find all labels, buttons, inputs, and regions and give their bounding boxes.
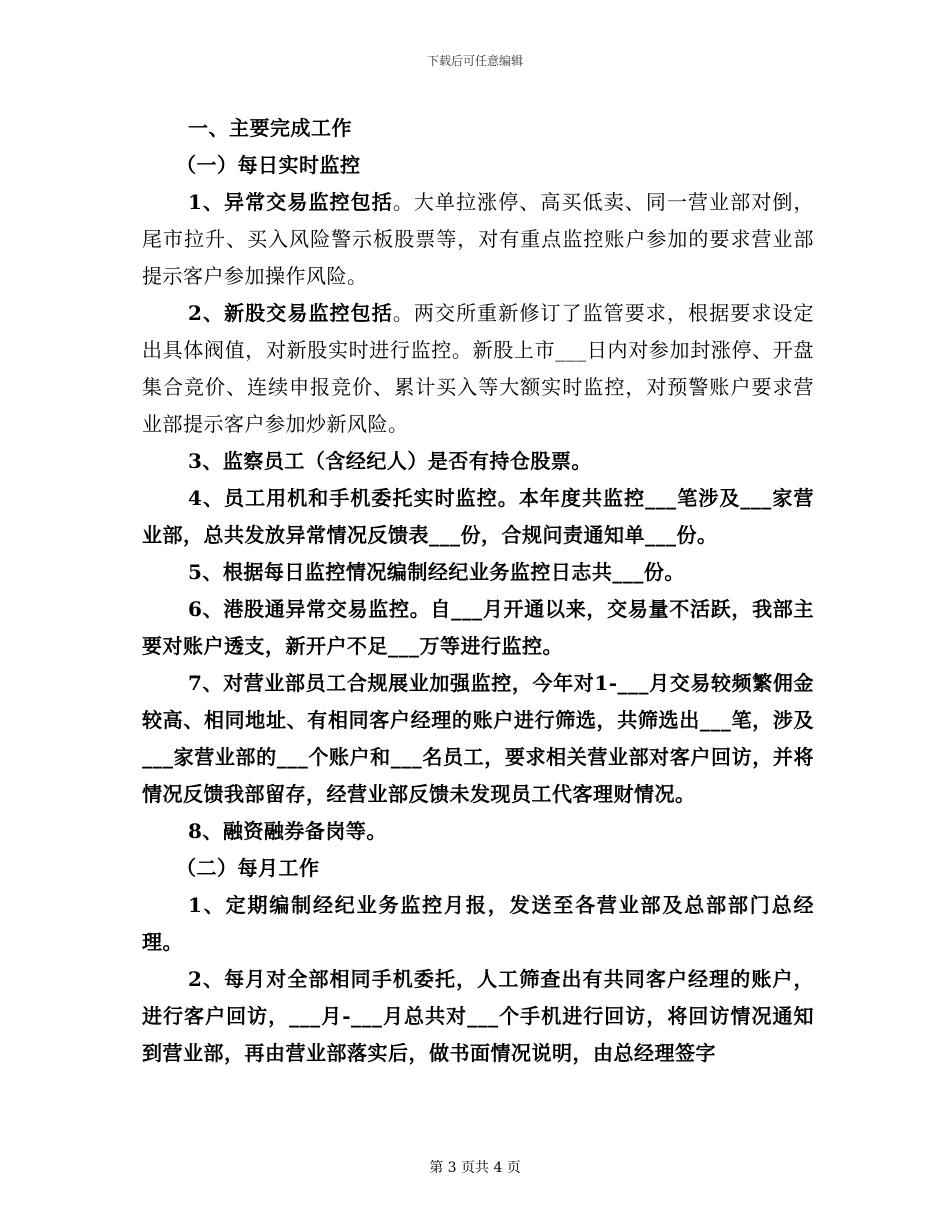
document-body [142,110,814,1072]
paragraph-new-stock [142,295,814,443]
paragraph-staff-compliance: 7、对营业部员工合规展业加强监控，今年对1-___月交易较频繁佣金较高、相同地址、有相同客户经理的账户进行筛选，共筛选出___笔，涉及___家营业部的___个账户和___名员工，要求相关营业部对客户回访，并将情况反馈我部留存，经营业部反馈未发现员工代客理财情况。 [142,671,814,806]
paragraph-text: 。两交所重新修订了监管要求，根据要求设定出具体阀值，对新股实时进行监控。新股上市___日内对参加封涨停、开盘集合竞价、连续申报竞价、累计买入等大额实时监控，对预警账户要求营业部提示客户参加炒新风险。 [142,301,815,436]
paragraph-phone-review: 2、每月对全部相同手机委托，人工筛查出有共同客户经理的账户，进行客户回访，___月-___月总共对___个手机进行回访，将回访情况通知到营业部，再由营业部落实后，做书面情况说明，由总经理签字 [142,967,814,1065]
paragraph-employee-holdings: 3、监察员工（含经纪人）是否有持仓股票。 [188,449,592,473]
section-title-main: 一、主要完成工作 [188,116,352,140]
paragraph-mobile-monitoring: 4、员工用机和手机委托实时监控。本年度共监控___笔涉及___家营业部，总共发放异常情况反馈表___份，合规问责通知单___份。 [142,486,814,547]
page-header: 下载后可任意编辑 [426,54,523,68]
paragraph-monthly-report: 1、定期编制经纪业务监控月报，发送至各营业部及总部部门总经理。 [142,893,814,954]
paragraph-margin-backup: 8、融资融券备岗等。 [188,819,387,843]
paragraph-text: 。大单拉涨停、高买低卖、同一营业部对倒，尾市拉升、买入风险警示板股票等，对有重点监控账户参加的要求营业部提示客户参加操作风险。 [142,190,815,288]
paragraph-monitor-log: 5、根据每日监控情况编制经纪业务监控日志共___份。 [188,560,685,584]
paragraph-lead: 1、异常交易监控包括 [188,190,393,214]
paragraph-hk-connect: 6、港股通异常交易监控。自___月开通以来，交易量不活跃，我部主要对账户透支，新开户不足___万等进行监控。 [142,597,814,658]
page-footer: 第 3 页共 4 页 [429,1160,521,1176]
section-title-monthly: （二）每月工作 [176,856,320,880]
section-title-daily: （一）每日实时监控 [176,153,361,177]
paragraph-lead: 2、新股交易监控包括 [188,301,393,325]
paragraph-abnormal-trading [142,184,814,295]
